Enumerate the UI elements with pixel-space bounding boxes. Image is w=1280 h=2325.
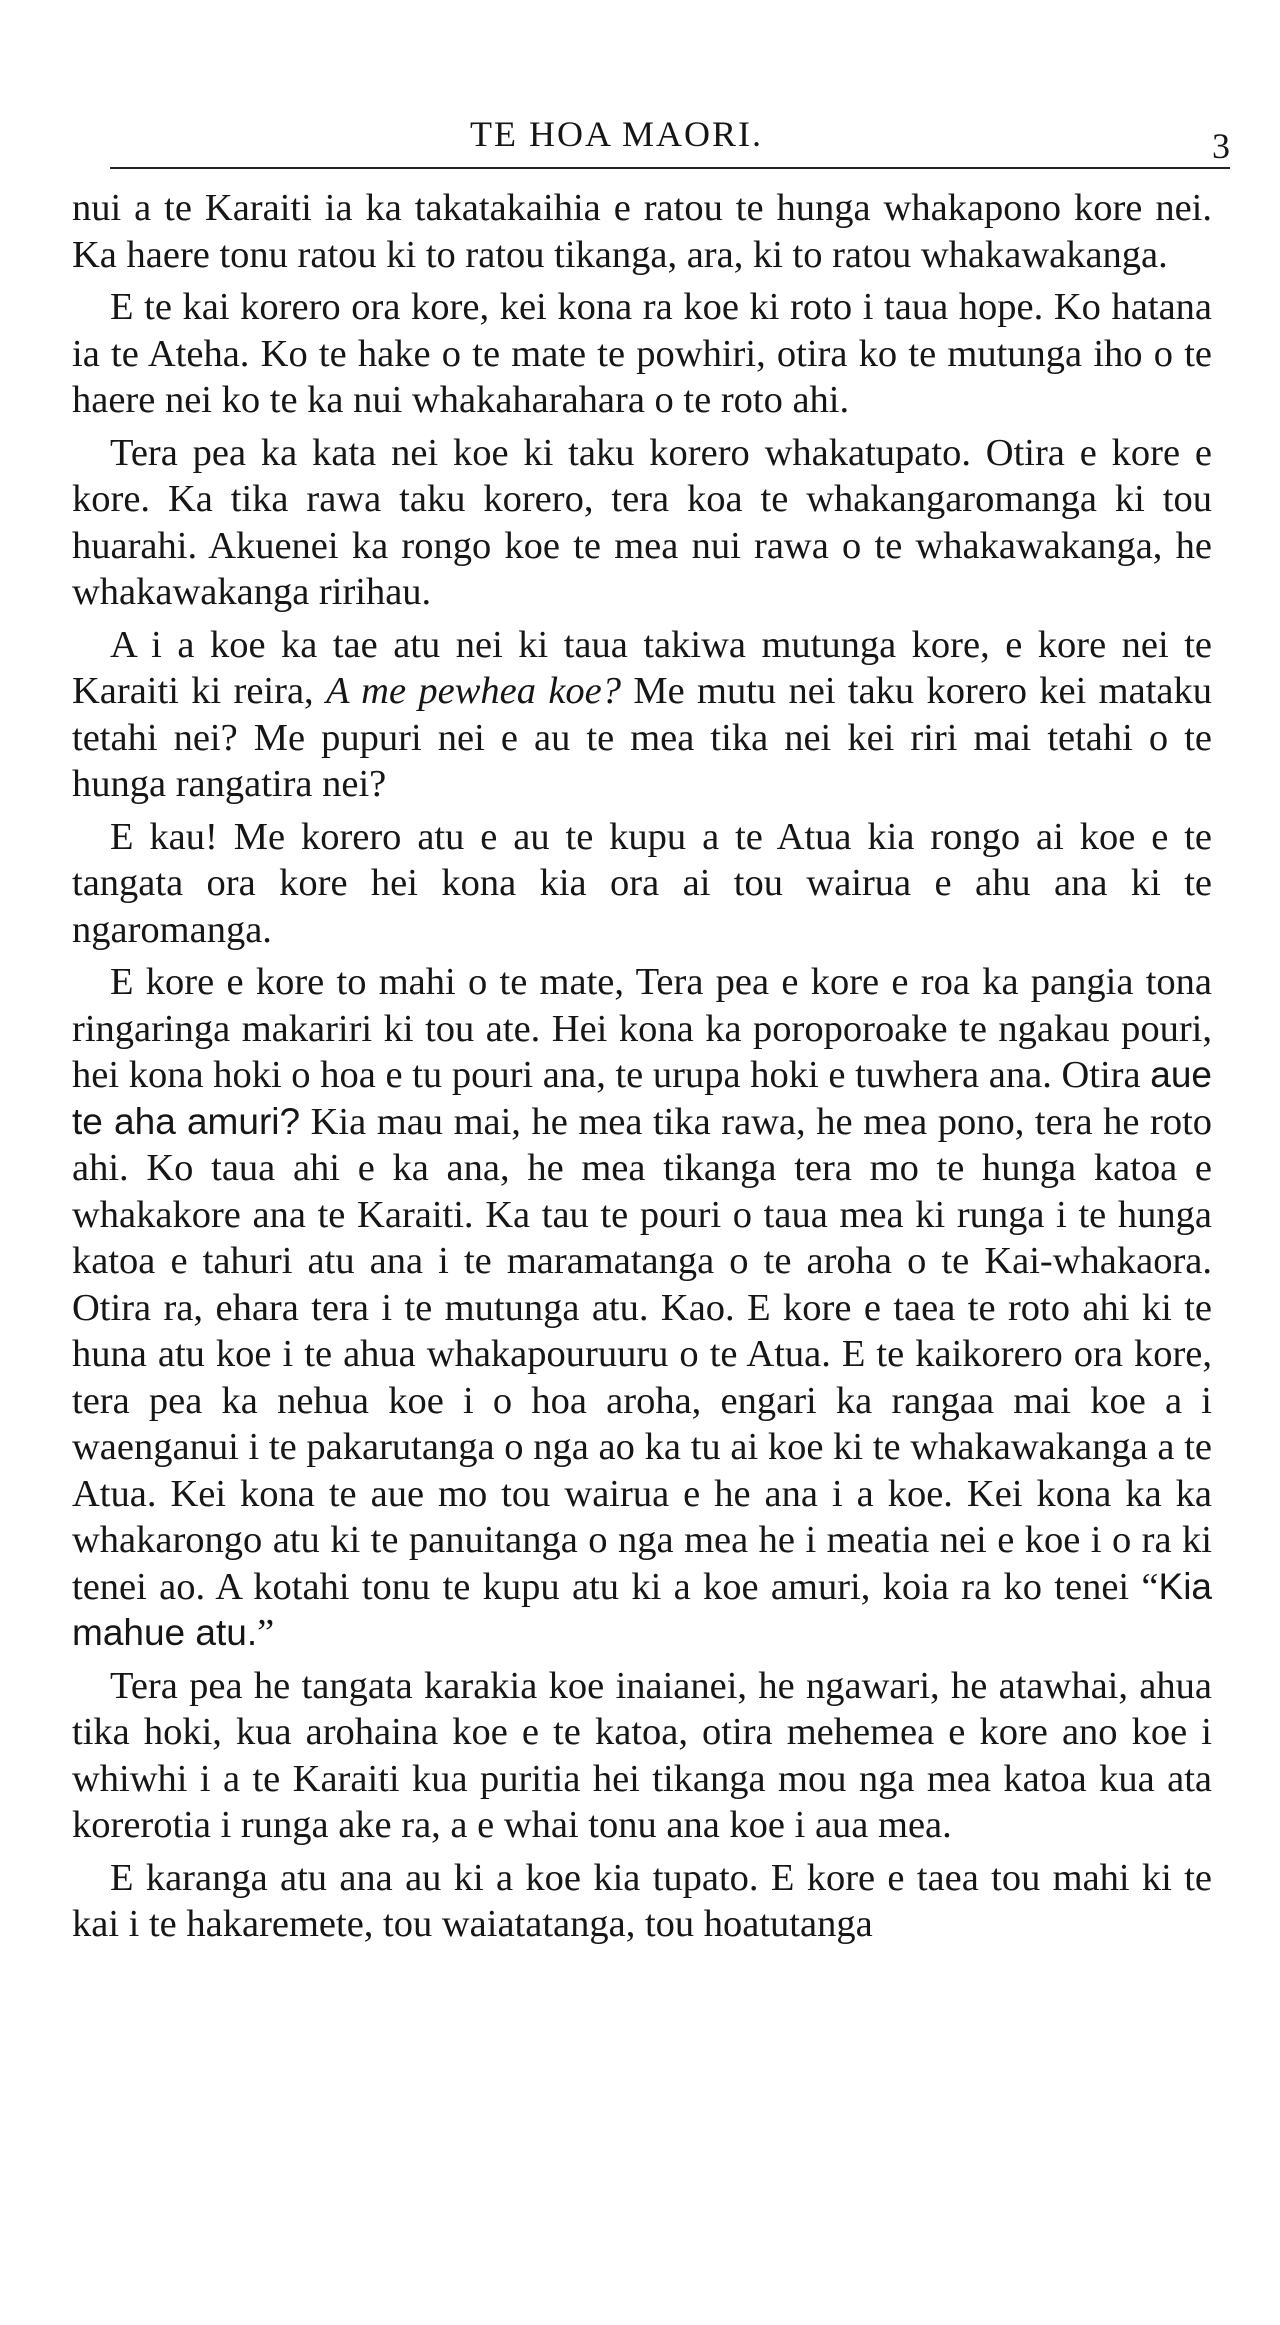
paragraph-6-text: E kore e kore to mahi o te mate, Tera pea e kore e roa ka pangia tona ringaringa makariri ki tou ate. Hei kona ka poroporoake te ngakau pouri, hei kona hoki o hoa e tu pouri ana, te urupa hoki e tuwhera ana. Otira <box>72 961 1212 1096</box>
sans-phrase-aue: aue te aha amuri? <box>72 1054 1212 1142</box>
paragraph-4-text: A i a koe ka tae atu nei ki taua takiwa mutunga kore, e kore nei te Karaiti ki reira, <box>72 623 1212 712</box>
page-header <box>110 105 1230 165</box>
paragraph-6 <box>72 959 1212 1657</box>
sans-phrase-kia-mahue: Kia mahue atu. <box>72 1565 1212 1653</box>
paragraph-4-text-end: Me mutu nei taku korero kei mataku tetahi nei? Me pupuri nei e au te mea tika nei kei riri mai tetahi o te hunga rangatira nei? <box>72 670 1213 805</box>
italic-question: A me pewhea koe? <box>326 670 622 712</box>
paragraph-6-close-quote: ” <box>257 1612 275 1654</box>
paragraph-8: E karanga atu ana au ki a koe kia tupato. E kore e taea tou mahi ki te kai i te hakaremete, tou waiatatanga, tou hoatutanga <box>72 1856 1212 1945</box>
body-text <box>72 185 1212 1954</box>
paragraph-4 <box>72 622 1212 808</box>
paragraph-2: E te kai korero ora kore, kei kona ra koe ki roto i taua hope. Ko hatana ia te Ateha. Ko te hake o te mate te powhiri, otira ko te mutunga iho o te haere nei ko te ka nui whakaharahara o te roto ahi. <box>72 286 1212 421</box>
header-rule <box>110 167 1230 169</box>
paragraph-7: Tera pea he tangata karakia koe inaianei, he ngawari, he atawhai, ahua tika hoki, kua arohaina koe e te katoa, otira mehemea e kore ano koe i whiwhi i a te Karaiti kua puritia hei tikanga mou nga mea katoa kua ata korerotia i runga ake ra, a e whai tonu ana koe i aua mea. <box>72 1664 1212 1846</box>
page-number: 3 <box>1212 126 1230 166</box>
paragraph-6-text-middle: Kia mau mai, he mea tika rawa, he mea pono, tera he roto ahi. Ko taua ahi e ka ana, he mea tikanga tera mo te hunga katoa e whakakore ana te Karaiti. Ka tau te pouri o taua mea ki runga i te hunga katoa e tahuri atu ana i te maramatanga o te aroha o te Kai-whakaora. Otira ra, ehara tera i te mutunga atu. Kao. E kore e taea te roto ahi ki te huna atu koe i te ahua whakapouruuru o te Atua. E te kaikorero ora kore, tera pea ka nehua koe i o hoa aroha, engari ka rangaa mai koe a i waenganui i te pakarutanga o nga ao ka tu ai koe ki te whakawakanga a te Atua. Kei kona te aue mo tou wairua e he ana i a koe. Kei kona ka ka whakarongo atu ki te panuitanga o nga mea he i meatia nei e koe i o ra ki tenei ao. A kotahi tonu te kupu atu ki a koe amuri, koia ra ko tenei “ <box>72 1100 1213 1608</box>
paragraph-5: E kau! Me korero atu e au te kupu a te Atua kia rongo ai koe e te tangata ora kore hei kona kia ora ai tou wairua e ahu ana ki te ngaromanga. <box>72 815 1212 951</box>
paragraph-1: nui a te Karaiti ia ka takatakaihia e ratou te hunga whakapono kore nei. Ka haere tonu ratou ki to ratou tikanga, ara, ki to ratou whakawakanga. <box>72 187 1212 276</box>
paragraph-3: Tera pea ka kata nei koe ki taku korero whakatupato. Otira e kore e kore. Ka tika rawa taku korero, tera koa te whakangaromanga ki tou huarahi. Akuenei ka rongo koe te mea nui rawa o te whakawakanga, he whakawakanga ririhau. <box>72 431 1212 613</box>
running-title: TE HOA MAORI. <box>470 114 763 154</box>
